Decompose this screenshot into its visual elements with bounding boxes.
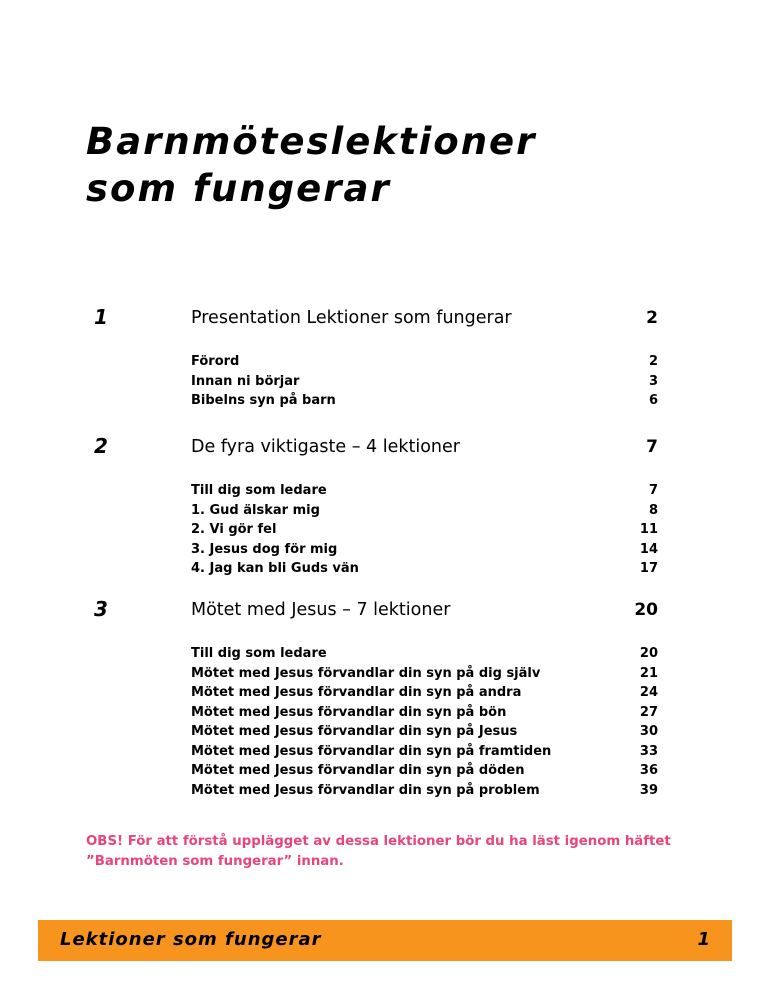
document-title bbox=[86, 118, 686, 212]
toc-entry-page: 39 bbox=[639, 782, 658, 798]
toc-entry-label: Bibelns syn på barn bbox=[191, 393, 336, 408]
title-line-1: Barnmöteslektioner bbox=[86, 120, 537, 163]
toc-entry-page: 6 bbox=[648, 393, 658, 408]
toc-entry[interactable] bbox=[191, 372, 658, 392]
toc-entry-page: 7 bbox=[648, 483, 658, 498]
toc-entry-page: 17 bbox=[639, 561, 658, 576]
toc-entry[interactable] bbox=[191, 722, 658, 742]
toc-entry[interactable] bbox=[191, 352, 658, 372]
toc-entry-page: 33 bbox=[639, 743, 658, 759]
toc-entry-page: 21 bbox=[639, 665, 658, 681]
toc-entry-label: Förord bbox=[191, 354, 240, 369]
toc-entry[interactable] bbox=[191, 683, 658, 703]
toc-entry[interactable] bbox=[191, 520, 658, 540]
toc-entry-label: Innan ni börjar bbox=[191, 373, 300, 389]
toc-entry-page: 14 bbox=[639, 541, 658, 557]
toc-entry-label: Mötet med Jesus förvandlar din syn på framtiden bbox=[191, 743, 552, 759]
section-entries bbox=[191, 481, 658, 579]
toc-entry-page: 11 bbox=[639, 522, 658, 537]
toc-entry-label: Mötet med Jesus förvandlar din syn på problem bbox=[191, 782, 540, 798]
toc-entry[interactable] bbox=[191, 761, 658, 781]
section-number: 2 bbox=[94, 434, 108, 458]
toc-entry-page: 8 bbox=[648, 502, 658, 518]
page-footer bbox=[38, 920, 732, 961]
toc-entry-page: 3 bbox=[648, 373, 658, 389]
toc-entry[interactable] bbox=[191, 481, 658, 501]
section-entries bbox=[191, 644, 658, 800]
section-page-number: 7 bbox=[646, 437, 658, 457]
footer-title: Lektioner som fungerar bbox=[60, 929, 322, 950]
section-number: 3 bbox=[94, 597, 108, 621]
note-line-2: ”Barnmöten som fungerar” innan. bbox=[86, 854, 344, 869]
toc-entry[interactable] bbox=[191, 664, 658, 684]
toc-entry-page: 20 bbox=[639, 646, 658, 661]
toc-entry-page: 24 bbox=[639, 685, 658, 700]
section-number: 1 bbox=[94, 305, 108, 329]
toc-entry[interactable] bbox=[191, 540, 658, 560]
toc-entry-label: Mötet med Jesus förvandlar din syn på andra bbox=[191, 685, 522, 700]
toc-entry-page: 2 bbox=[648, 354, 658, 369]
toc-entry-label: Mötet med Jesus förvandlar din syn på bön bbox=[191, 704, 507, 720]
toc-entry[interactable] bbox=[191, 781, 658, 801]
toc-entry-label: Mötet med Jesus förvandlar din syn på Jesus bbox=[191, 724, 518, 739]
toc-entry-label: 4. Jag kan bli Guds vän bbox=[191, 561, 359, 576]
section-title: Mötet med Jesus – 7 lektioner bbox=[191, 600, 451, 620]
toc-entry[interactable] bbox=[191, 391, 658, 411]
toc-entry[interactable] bbox=[191, 644, 658, 664]
toc-entry-page: 30 bbox=[639, 724, 658, 739]
toc-entry-label: Till dig som ledare bbox=[191, 646, 327, 661]
toc-entry[interactable] bbox=[191, 559, 658, 579]
toc-entry-page: 27 bbox=[639, 704, 658, 720]
section-page-number: 20 bbox=[634, 600, 658, 620]
toc-entry-label: 1. Gud älskar mig bbox=[191, 502, 320, 518]
section-page-number: 2 bbox=[646, 308, 658, 328]
section-title: Presentation Lektioner som fungerar bbox=[191, 308, 512, 328]
toc-entry-label: 2. Vi gör fel bbox=[191, 522, 277, 537]
toc-entry-label: Mötet med Jesus förvandlar din syn på döden bbox=[191, 763, 525, 778]
toc-entry-label: Till dig som ledare bbox=[191, 483, 327, 498]
note-line-1: OBS! För att förstå upplägget av dessa lektioner bör du ha läst igenom häftet bbox=[86, 834, 671, 849]
section-entries bbox=[191, 352, 658, 411]
toc-entry-page: 36 bbox=[639, 763, 658, 778]
section-title: De fyra viktigaste – 4 lektioner bbox=[191, 437, 460, 457]
toc-entry-label: 3. Jesus dog för mig bbox=[191, 541, 338, 557]
toc-entry-label: Mötet med Jesus förvandlar din syn på dig själv bbox=[191, 665, 541, 681]
toc-entry[interactable] bbox=[191, 703, 658, 723]
toc-entry[interactable] bbox=[191, 501, 658, 521]
footer-page-number: 1 bbox=[697, 929, 710, 950]
toc-entry[interactable] bbox=[191, 742, 658, 762]
note-text bbox=[86, 832, 686, 872]
title-line-2: som fungerar bbox=[86, 167, 391, 210]
